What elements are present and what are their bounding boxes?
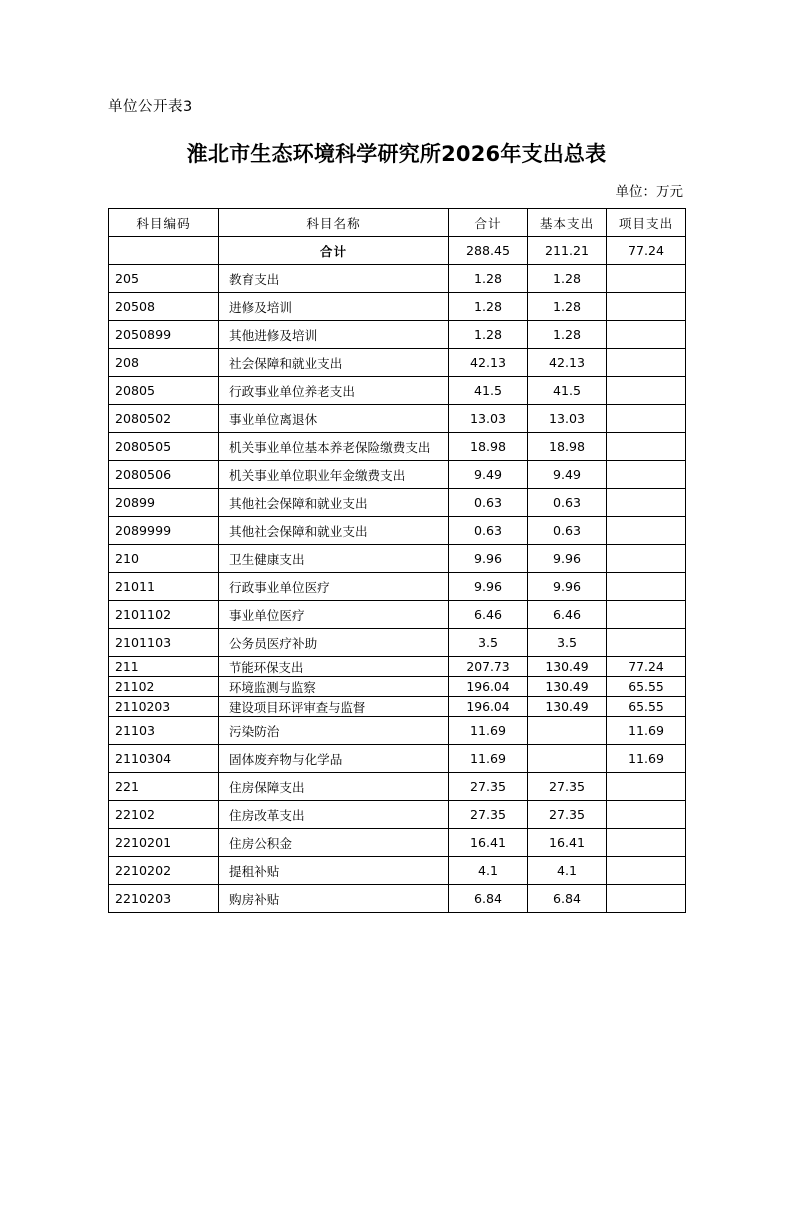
table-row [109, 697, 686, 717]
cell-subject-name: 节能环保支出 [219, 657, 449, 677]
cell-subject-code: 21102 [109, 677, 219, 697]
cell-subject-name: 住房公积金 [219, 829, 449, 857]
form-label: 单位公开表3 [108, 99, 193, 115]
cell-project [607, 433, 686, 461]
header-total: 合计 [449, 209, 528, 237]
cell-subject-name: 环境监测与监察 [219, 677, 449, 697]
cell-project [607, 321, 686, 349]
table-row [109, 801, 686, 829]
expenditure-table [108, 208, 686, 913]
cell-basic: 13.03 [528, 405, 607, 433]
cell-subject-code: 21103 [109, 717, 219, 745]
cell-project [607, 489, 686, 517]
cell-basic [528, 717, 607, 745]
cell-project [607, 573, 686, 601]
cell-subject-name: 行政事业单位医疗 [219, 573, 449, 601]
cell-project [607, 801, 686, 829]
cell-subject-code: 2089999 [109, 517, 219, 545]
table-row [109, 377, 686, 405]
table-row [109, 829, 686, 857]
cell-subject-name: 购房补贴 [219, 885, 449, 913]
cell-subject-name: 进修及培训 [219, 293, 449, 321]
cell-subject-name: 公务员医疗补助 [219, 629, 449, 657]
table-row [109, 745, 686, 773]
cell-project: 77.24 [607, 237, 686, 265]
table-row [109, 545, 686, 573]
cell-total: 13.03 [449, 405, 528, 433]
cell-total: 196.04 [449, 697, 528, 717]
table-row [109, 773, 686, 801]
table-row [109, 517, 686, 545]
cell-subject-code: 2080502 [109, 405, 219, 433]
cell-project [607, 545, 686, 573]
table-row [109, 677, 686, 697]
cell-subject-code: 2210201 [109, 829, 219, 857]
cell-total: 9.96 [449, 573, 528, 601]
cell-total: 18.98 [449, 433, 528, 461]
cell-subject-name: 污染防治 [219, 717, 449, 745]
cell-subject-name: 住房保障支出 [219, 773, 449, 801]
cell-project [607, 773, 686, 801]
cell-total: 9.49 [449, 461, 528, 489]
cell-basic: 1.28 [528, 293, 607, 321]
cell-subject-code: 210 [109, 545, 219, 573]
cell-subject-name: 其他社会保障和就业支出 [219, 489, 449, 517]
cell-project [607, 885, 686, 913]
cell-basic: 42.13 [528, 349, 607, 377]
cell-basic: 27.35 [528, 773, 607, 801]
cell-total: 41.5 [449, 377, 528, 405]
cell-total: 1.28 [449, 293, 528, 321]
cell-total: 1.28 [449, 265, 528, 293]
cell-subject-name: 其他社会保障和就业支出 [219, 517, 449, 545]
cell-subject-name: 机关事业单位基本养老保险缴费支出 [219, 433, 449, 461]
table-row [109, 265, 686, 293]
cell-basic: 130.49 [528, 677, 607, 697]
cell-total: 3.5 [449, 629, 528, 657]
table-row [109, 601, 686, 629]
cell-project [607, 601, 686, 629]
cell-basic: 211.21 [528, 237, 607, 265]
cell-total: 0.63 [449, 517, 528, 545]
cell-total: 11.69 [449, 745, 528, 773]
table-row [109, 321, 686, 349]
cell-subject-code: 211 [109, 657, 219, 677]
cell-project [607, 829, 686, 857]
cell-basic: 1.28 [528, 321, 607, 349]
cell-project: 65.55 [607, 677, 686, 697]
cell-basic: 9.96 [528, 573, 607, 601]
cell-project [607, 349, 686, 377]
cell-subject-code: 205 [109, 265, 219, 293]
cell-total: 196.04 [449, 677, 528, 697]
table-row [109, 573, 686, 601]
cell-project: 77.24 [607, 657, 686, 677]
cell-subject-code: 208 [109, 349, 219, 377]
cell-basic: 41.5 [528, 377, 607, 405]
table-body [109, 237, 686, 913]
header-code: 科目编码 [109, 209, 219, 237]
cell-subject-code: 20805 [109, 377, 219, 405]
cell-basic: 6.84 [528, 885, 607, 913]
cell-total: 42.13 [449, 349, 528, 377]
table-row [109, 237, 686, 265]
cell-subject-code: 20899 [109, 489, 219, 517]
cell-basic [528, 745, 607, 773]
cell-subject-code: 221 [109, 773, 219, 801]
cell-subject-name: 建设项目环评审查与监督 [219, 697, 449, 717]
table-header-row [109, 209, 686, 237]
cell-total: 27.35 [449, 801, 528, 829]
cell-subject-code: 2101102 [109, 601, 219, 629]
cell-subject-name: 机关事业单位职业年金缴费支出 [219, 461, 449, 489]
cell-subject-name: 其他进修及培训 [219, 321, 449, 349]
header-project: 项目支出 [607, 209, 686, 237]
cell-basic: 130.49 [528, 657, 607, 677]
cell-subject-name: 事业单位离退休 [219, 405, 449, 433]
cell-project [607, 293, 686, 321]
cell-subject-name: 卫生健康支出 [219, 545, 449, 573]
cell-project: 11.69 [607, 717, 686, 745]
cell-total: 16.41 [449, 829, 528, 857]
table-row [109, 857, 686, 885]
cell-total: 4.1 [449, 857, 528, 885]
cell-subject-code: 2101103 [109, 629, 219, 657]
cell-total: 11.69 [449, 717, 528, 745]
cell-subject-code: 2080505 [109, 433, 219, 461]
cell-total: 207.73 [449, 657, 528, 677]
cell-basic: 16.41 [528, 829, 607, 857]
cell-subject-code: 2210202 [109, 857, 219, 885]
cell-subject-code: 2050899 [109, 321, 219, 349]
table-row [109, 405, 686, 433]
cell-basic: 9.49 [528, 461, 607, 489]
cell-basic: 0.63 [528, 517, 607, 545]
cell-subject-name: 住房改革支出 [219, 801, 449, 829]
table-row [109, 461, 686, 489]
cell-project [607, 857, 686, 885]
cell-total: 27.35 [449, 773, 528, 801]
page-title: 淮北市生态环境科学研究所2026年支出总表 [186, 142, 607, 166]
header-basic: 基本支出 [528, 209, 607, 237]
cell-basic: 130.49 [528, 697, 607, 717]
cell-subject-code: 21011 [109, 573, 219, 601]
table-row [109, 433, 686, 461]
table-row [109, 657, 686, 677]
cell-basic: 1.28 [528, 265, 607, 293]
cell-subject-name: 合计 [219, 237, 449, 265]
cell-subject-code: 2110304 [109, 745, 219, 773]
table-header [109, 209, 686, 237]
cell-subject-code: 20508 [109, 293, 219, 321]
table-row [109, 717, 686, 745]
cell-basic: 9.96 [528, 545, 607, 573]
cell-subject-code [109, 237, 219, 265]
cell-project: 11.69 [607, 745, 686, 773]
cell-total: 6.84 [449, 885, 528, 913]
cell-subject-code: 2080506 [109, 461, 219, 489]
cell-basic: 6.46 [528, 601, 607, 629]
cell-subject-name: 事业单位医疗 [219, 601, 449, 629]
cell-subject-name: 提租补贴 [219, 857, 449, 885]
unit-note: 单位：万元 [615, 184, 683, 200]
cell-basic: 27.35 [528, 801, 607, 829]
cell-subject-name: 固体废弃物与化学品 [219, 745, 449, 773]
cell-basic: 4.1 [528, 857, 607, 885]
cell-project [607, 461, 686, 489]
cell-subject-name: 社会保障和就业支出 [219, 349, 449, 377]
cell-basic: 0.63 [528, 489, 607, 517]
table-row [109, 629, 686, 657]
cell-subject-code: 2110203 [109, 697, 219, 717]
document-page [0, 95, 793, 1217]
cell-project [607, 517, 686, 545]
cell-subject-code: 22102 [109, 801, 219, 829]
table-row [109, 885, 686, 913]
cell-project [607, 377, 686, 405]
header-name: 科目名称 [219, 209, 449, 237]
cell-basic: 3.5 [528, 629, 607, 657]
cell-project [607, 265, 686, 293]
cell-project [607, 629, 686, 657]
cell-total: 288.45 [449, 237, 528, 265]
cell-total: 0.63 [449, 489, 528, 517]
table-row [109, 349, 686, 377]
cell-basic: 18.98 [528, 433, 607, 461]
cell-total: 1.28 [449, 321, 528, 349]
cell-project: 65.55 [607, 697, 686, 717]
cell-subject-name: 教育支出 [219, 265, 449, 293]
cell-subject-name: 行政事业单位养老支出 [219, 377, 449, 405]
cell-project [607, 405, 686, 433]
cell-total: 9.96 [449, 545, 528, 573]
cell-subject-code: 2210203 [109, 885, 219, 913]
table-row [109, 489, 686, 517]
table-row [109, 293, 686, 321]
cell-total: 6.46 [449, 601, 528, 629]
